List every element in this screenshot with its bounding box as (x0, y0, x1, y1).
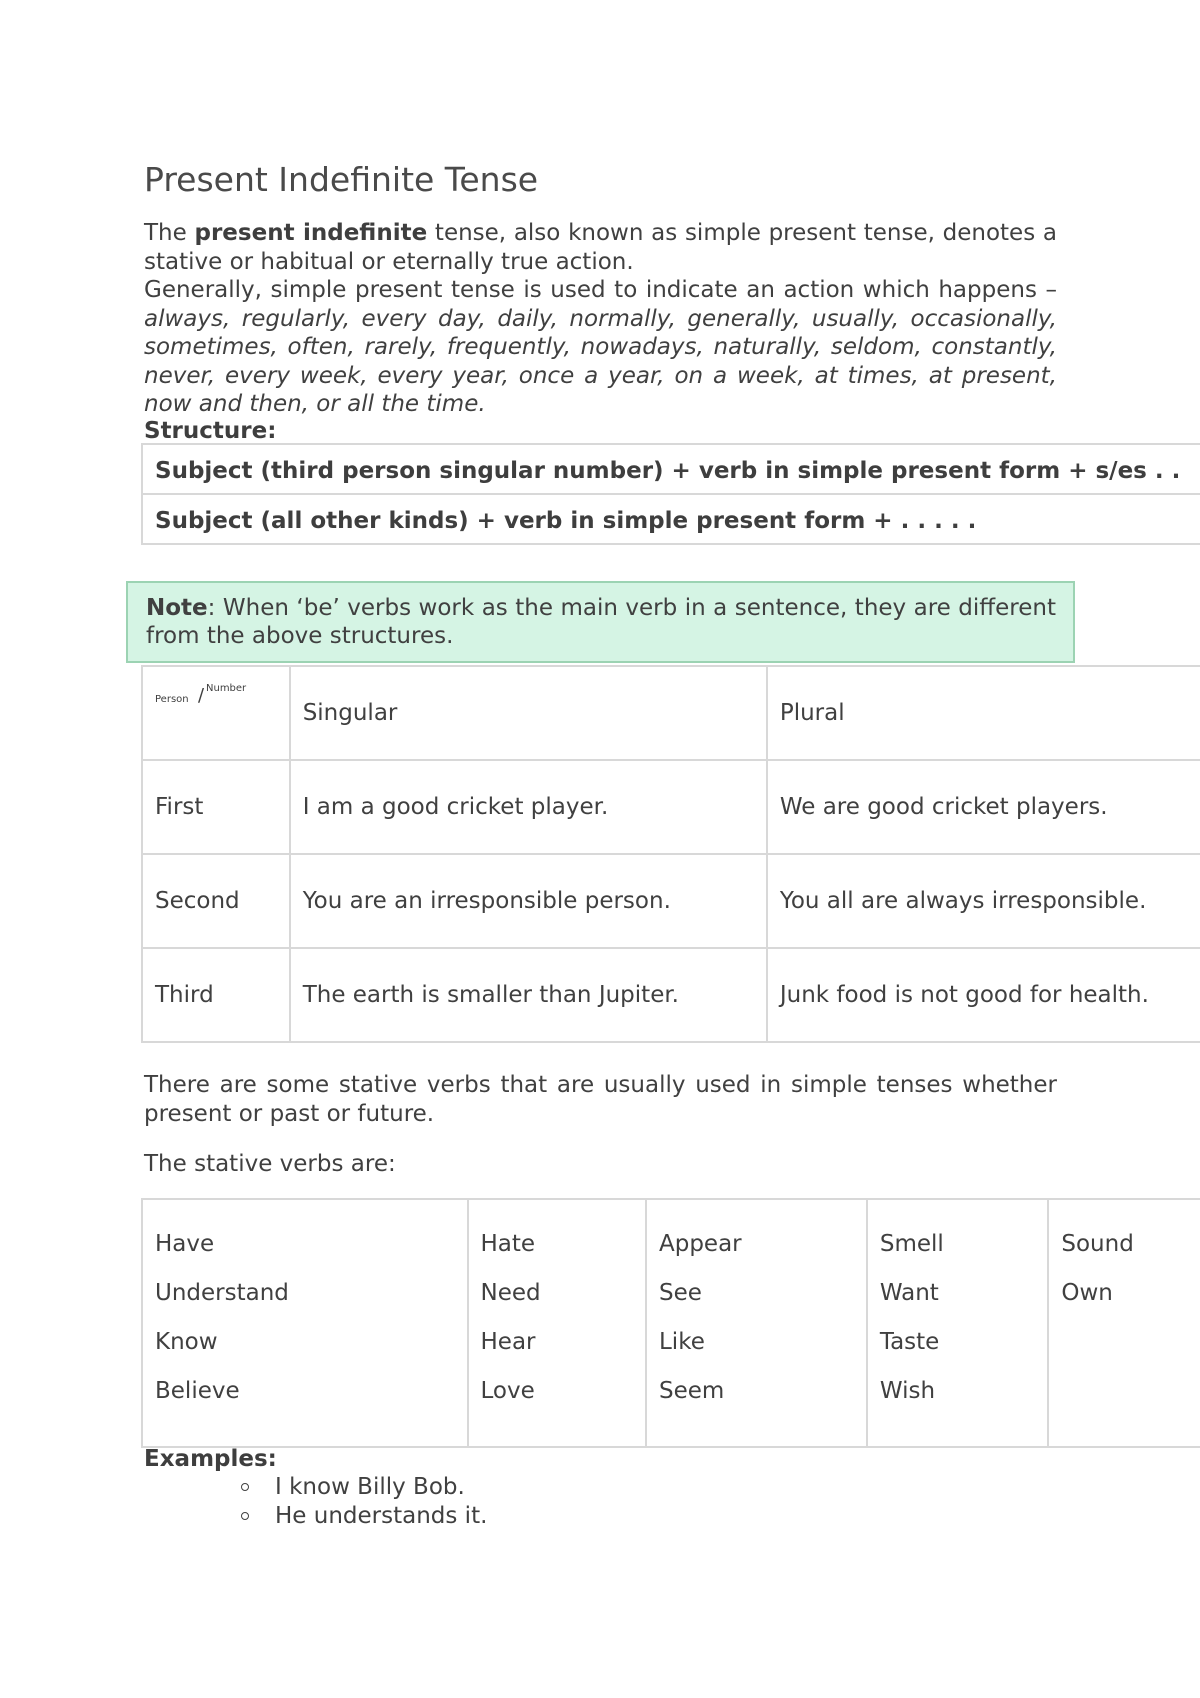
structure-label: Structure: (144, 418, 277, 444)
singular-cell: I am a good cricket player. (290, 760, 767, 854)
verb-item: See (658, 1280, 702, 1306)
note-text: : When ‘be’ verbs work as the main verb in a sentence, they are different from the above structures. (146, 595, 1056, 649)
structure-table (141, 443, 1200, 545)
table-header-row (142, 666, 1200, 760)
circle-bullet-icon (241, 1512, 249, 1520)
verb-column (142, 1199, 468, 1447)
person-cell: First (142, 760, 290, 854)
intro-paragraph-2 (144, 276, 1057, 419)
table-row (142, 760, 1200, 854)
verb-item: Hear (480, 1329, 536, 1355)
verb-item: Appear (658, 1231, 742, 1257)
structure-row-other: Subject (all other kinds) + verb in simple present form + . . . . . (143, 493, 1200, 543)
verb-column (646, 1199, 867, 1447)
verb-item: Want (879, 1280, 939, 1306)
singular-cell: You are an irresponsible person. (290, 854, 767, 948)
corner-slash: / (198, 685, 205, 706)
corner-person-label: Person (155, 694, 189, 705)
intro-p1-pre: The (144, 220, 187, 246)
verb-item: Love (480, 1378, 535, 1404)
singular-cell: The earth is smaller than Jupiter. (290, 948, 767, 1042)
header-singular: Singular (290, 666, 767, 760)
verb-item: Believe (155, 1378, 240, 1404)
intro-paragraph-1 (144, 219, 1057, 276)
note-box (126, 581, 1075, 663)
examples-list (275, 1474, 487, 1532)
verb-item: Know (155, 1329, 218, 1355)
person-cell: Third (142, 948, 290, 1042)
person-cell: Second (142, 854, 290, 948)
intro-p2-pre: Generally, simple present tense is used to indicate an action which happens – (144, 277, 1057, 303)
intro-p1-post: tense, also known as simple present tense, denotes a stative or habitual or eternally true action. (144, 220, 1057, 275)
verb-item: Understand (155, 1280, 289, 1306)
structure-row-third-person: Subject (third person singular number) + verb in simple present form + s/es . . (155, 458, 1181, 484)
plural-cell: Junk food is not good for health. (767, 948, 1200, 1042)
verb-item: Wish (879, 1378, 936, 1404)
stative-label: The stative verbs are: (144, 1151, 396, 1177)
stative-intro-paragraph: There are some stative verbs that are usually used in simple tenses whether present or past or future. (144, 1072, 1057, 1127)
list-item (275, 1474, 487, 1503)
verb-item: Taste (879, 1329, 940, 1355)
table-row (142, 1199, 1200, 1447)
example-text: I know Billy Bob. (275, 1474, 465, 1500)
plural-cell: You all are always irresponsible. (767, 854, 1200, 948)
stative-verbs-table (141, 1198, 1200, 1448)
examples-label: Examples: (144, 1446, 277, 1472)
verb-item: Seem (658, 1378, 725, 1404)
corner-cell (142, 666, 290, 760)
note-bold: Note (146, 595, 208, 621)
table-row (142, 948, 1200, 1042)
verb-item: Need (480, 1280, 541, 1306)
table-row (142, 854, 1200, 948)
verb-item: Smell (879, 1231, 944, 1257)
corner-number-label: Number (206, 683, 247, 694)
header-plural: Plural (767, 666, 1200, 760)
page-title: Present Indefinite Tense (144, 160, 539, 199)
verb-item: Hate (480, 1231, 536, 1257)
verb-item: Have (155, 1231, 215, 1257)
verb-item: Own (1061, 1280, 1113, 1306)
circle-bullet-icon (241, 1483, 249, 1491)
verb-column (1048, 1199, 1200, 1447)
verb-item: Like (658, 1329, 705, 1355)
intro-p1-bold: present indefinite (194, 220, 428, 246)
verb-item: Sound (1061, 1231, 1134, 1257)
verb-column (468, 1199, 646, 1447)
verb-column (867, 1199, 1049, 1447)
intro-p2-italic: always, regularly, every day, daily, normally, generally, usually, occasionally, sometimes, often, rarely, frequently, nowadays, naturally, seldom, constantly, never, every week, every year, once a year, on a week, at times, at present, now and then, or all the time. (144, 305, 1057, 417)
plural-cell: We are good cricket players. (767, 760, 1200, 854)
example-text: He understands it. (275, 1503, 488, 1529)
person-number-table (141, 665, 1200, 1043)
list-item (275, 1503, 487, 1532)
